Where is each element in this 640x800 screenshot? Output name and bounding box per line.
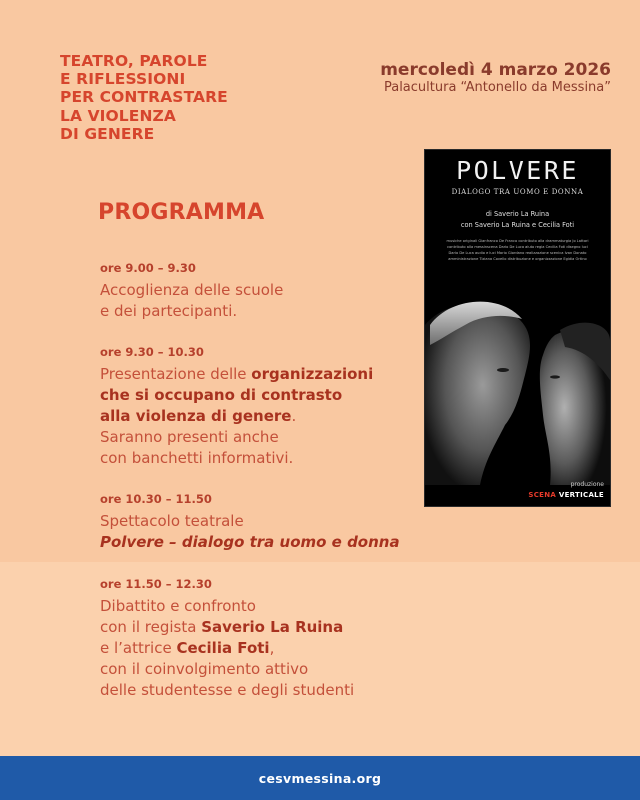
director-name: Saverio La Ruina bbox=[201, 618, 344, 636]
poster-brand-logo bbox=[528, 491, 604, 499]
website-link[interactable]: cesvmessina.org bbox=[258, 770, 382, 786]
poster-brand-part: VERTICALE bbox=[556, 491, 604, 499]
show-poster bbox=[425, 150, 610, 506]
headline-line: PER CONTRASTARE bbox=[60, 88, 228, 107]
headline-line: DI GENERE bbox=[60, 124, 155, 143]
slot-text: Dibattito e confronto bbox=[100, 597, 256, 615]
slot-text-part: Presentazione delle bbox=[100, 365, 252, 383]
poster-credits-line: musiche originali Gianfranco De Franco contributo alla drammaturgia Jo Lattari bbox=[446, 239, 589, 243]
poster-credits-line: Dario De Luca audio e luci Mario Giordano realizzazione scenica Ivan Donato bbox=[448, 251, 587, 255]
slot-text bbox=[100, 638, 400, 659]
poster-production-label: produzione bbox=[570, 481, 604, 488]
headline-line: E RIFLESSIONI bbox=[60, 70, 186, 89]
slot-text: con il coinvolgimento attivo bbox=[100, 660, 309, 678]
poster-credits bbox=[439, 238, 596, 262]
slot-text bbox=[100, 364, 400, 385]
slot-text-part: . bbox=[291, 407, 297, 425]
poster-subtitle: DIALOGO TRA UOMO E DONNA bbox=[451, 188, 584, 196]
poster-photo bbox=[425, 285, 610, 485]
slot-text-part: e l’attrice bbox=[100, 639, 177, 657]
slot-text bbox=[100, 385, 400, 406]
slot-time: ore 10.30 – 11.50 bbox=[100, 492, 212, 506]
slot-time: ore 9.30 – 10.30 bbox=[100, 345, 204, 359]
schedule-slot bbox=[100, 492, 400, 553]
schedule-slot bbox=[100, 261, 400, 322]
slot-text-bold: alla violenza di genere bbox=[100, 407, 292, 425]
slot-text bbox=[100, 617, 400, 638]
event-headline bbox=[60, 52, 280, 143]
poster-credits-line: contributo alla messinscena Dario De Luca aiuto regia Cecilia Foti disegno luci bbox=[447, 245, 588, 249]
schedule-slot bbox=[100, 345, 400, 469]
poster-author: di Saverio La Ruina bbox=[485, 210, 550, 218]
slot-time: ore 11.50 – 12.30 bbox=[100, 577, 212, 591]
slot-text: con banchetti informativi. bbox=[100, 449, 294, 467]
slot-text: Saranno presenti anche bbox=[100, 428, 279, 446]
poster-cast: con Saverio La Ruina e Cecilia Foti bbox=[460, 221, 575, 229]
slot-text bbox=[100, 406, 400, 427]
slot-text-bold: organizzazioni bbox=[251, 365, 374, 383]
poster-brand-part: SCENA bbox=[528, 491, 557, 499]
poster-title: POLVERE bbox=[456, 156, 579, 185]
headline-line: TEATRO, PAROLE bbox=[60, 52, 208, 70]
schedule-slot bbox=[100, 577, 400, 701]
slot-text-bold: che si occupano di contrasto bbox=[100, 386, 343, 404]
slot-text-part: , bbox=[269, 639, 275, 657]
poster-credits-line: amministrazione Tiziana Covello distribuzione e organizzazione Egidia Ortino bbox=[448, 257, 587, 261]
headline-line: LA VIOLENZA bbox=[60, 106, 176, 125]
footer-bar bbox=[0, 756, 640, 800]
programma-title: PROGRAMMA bbox=[98, 200, 265, 225]
slot-text: e dei partecipanti. bbox=[100, 302, 238, 320]
event-venue: Palacultura “Antonello da Messina” bbox=[383, 80, 611, 95]
show-title: Polvere – dialogo tra uomo e donna bbox=[100, 533, 400, 551]
slot-text: Spettacolo teatrale bbox=[100, 512, 244, 530]
actress-name: Cecilia Foti bbox=[176, 639, 270, 657]
slot-text: delle studentesse e degli studenti bbox=[100, 681, 355, 699]
event-date: mercoledì 4 marzo 2026 bbox=[380, 60, 611, 80]
slot-text-part: con il regista bbox=[100, 618, 202, 636]
slot-time: ore 9.00 – 9.30 bbox=[100, 261, 196, 275]
slot-text: Accoglienza delle scuole bbox=[100, 281, 284, 299]
